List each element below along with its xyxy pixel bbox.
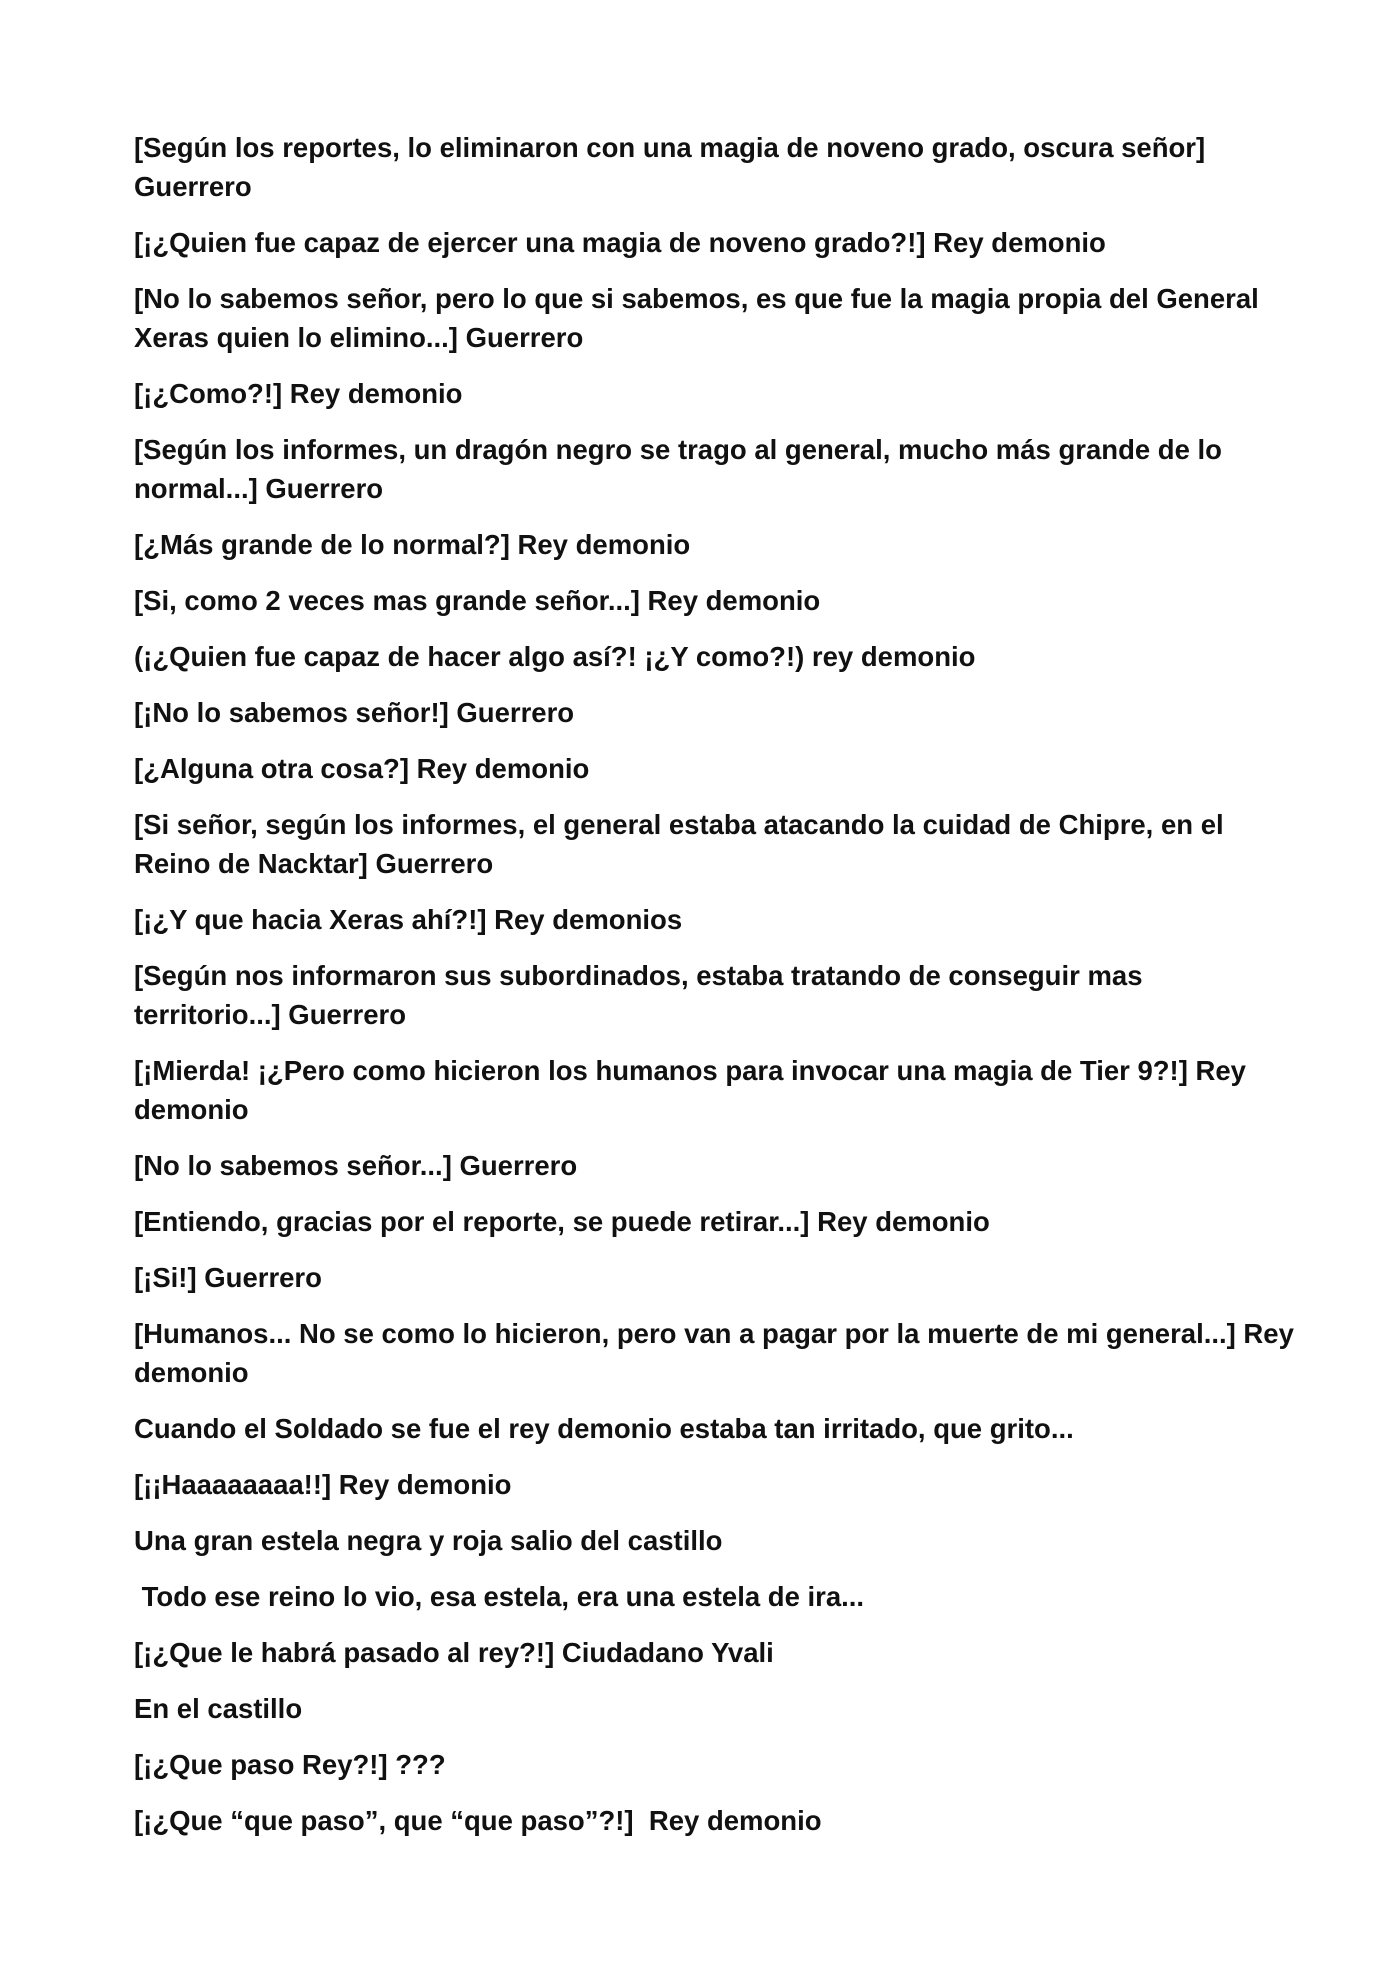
paragraph: En el castillo	[134, 1693, 303, 1724]
paragraph: (¡¿Quien fue capaz de hacer algo así?! ¡¿Y como?!) rey demonio	[134, 641, 976, 672]
paragraph: [¡Mierda! ¡¿Pero como hicieron los humanos para invocar una magia de Tier 9?!] Rey demonio	[134, 1055, 1254, 1125]
paragraph: [¡¡Haaaaaaaa!!] Rey demonio	[134, 1469, 512, 1500]
paragraph: [Si señor, según los informes, el general estaba atacando la cuidad de Chipre, en el Reino de Nacktar] Guerrero	[134, 809, 1232, 879]
paragraph: [¿Más grande de lo normal?] Rey demonio	[134, 529, 691, 560]
paragraph: [¡¿Que paso Rey?!] ???	[134, 1749, 446, 1780]
paragraph: [No lo sabemos señor...] Guerrero	[134, 1150, 578, 1181]
paragraph: [Si, como 2 veces mas grande señor...] Rey demonio	[134, 585, 821, 616]
paragraph: [Humanos... No se como lo hicieron, pero van a pagar por la muerte de mi general...] Rey demonio	[134, 1318, 1302, 1388]
paragraph: [¡¿Que le habrá pasado al rey?!] Ciudadano Yvali	[134, 1637, 774, 1668]
paragraph: [Según nos informaron sus subordinados, estaba tratando de conseguir mas territorio...] Guerrero	[134, 960, 1151, 1030]
paragraph: [¡¿Como?!] Rey demonio	[134, 378, 463, 409]
paragraph: [¡¿Y que hacia Xeras ahí?!] Rey demonios	[134, 904, 683, 935]
paragraph: [¡Si!] Guerrero	[134, 1262, 322, 1293]
paragraph: [Entiendo, gracias por el reporte, se puede retirar...] Rey demonio	[134, 1206, 990, 1237]
paragraph: [¡¿Quien fue capaz de ejercer una magia de noveno grado?!] Rey demonio	[134, 227, 1106, 258]
paragraph: Cuando el Soldado se fue el rey demonio estaba tan irritado, que grito...	[134, 1413, 1074, 1444]
paragraph: [Según los reportes, lo eliminaron con una magia de noveno grado, oscura señor] Guerrero	[134, 132, 1213, 202]
paragraph: [¿Alguna otra cosa?] Rey demonio	[134, 753, 590, 784]
paragraph: [¡¿Que “que paso”, que “que paso”?!] Rey demonio	[134, 1805, 822, 1836]
paragraph: [¡No lo sabemos señor!] Guerrero	[134, 697, 575, 728]
paragraph: Una gran estela negra y roja salio del castillo	[134, 1525, 723, 1556]
paragraph: [No lo sabemos señor, pero lo que si sabemos, es que fue la magia propia del General Xeras quien lo elimino...] Guerrero	[134, 283, 1267, 353]
document-body	[134, 128, 1302, 1857]
paragraph: [Según los informes, un dragón negro se trago al general, mucho más grande de lo normal...] Guerrero	[134, 434, 1230, 504]
paragraph: Todo ese reino lo vio, esa estela, era una estela de ira...	[134, 1581, 865, 1612]
